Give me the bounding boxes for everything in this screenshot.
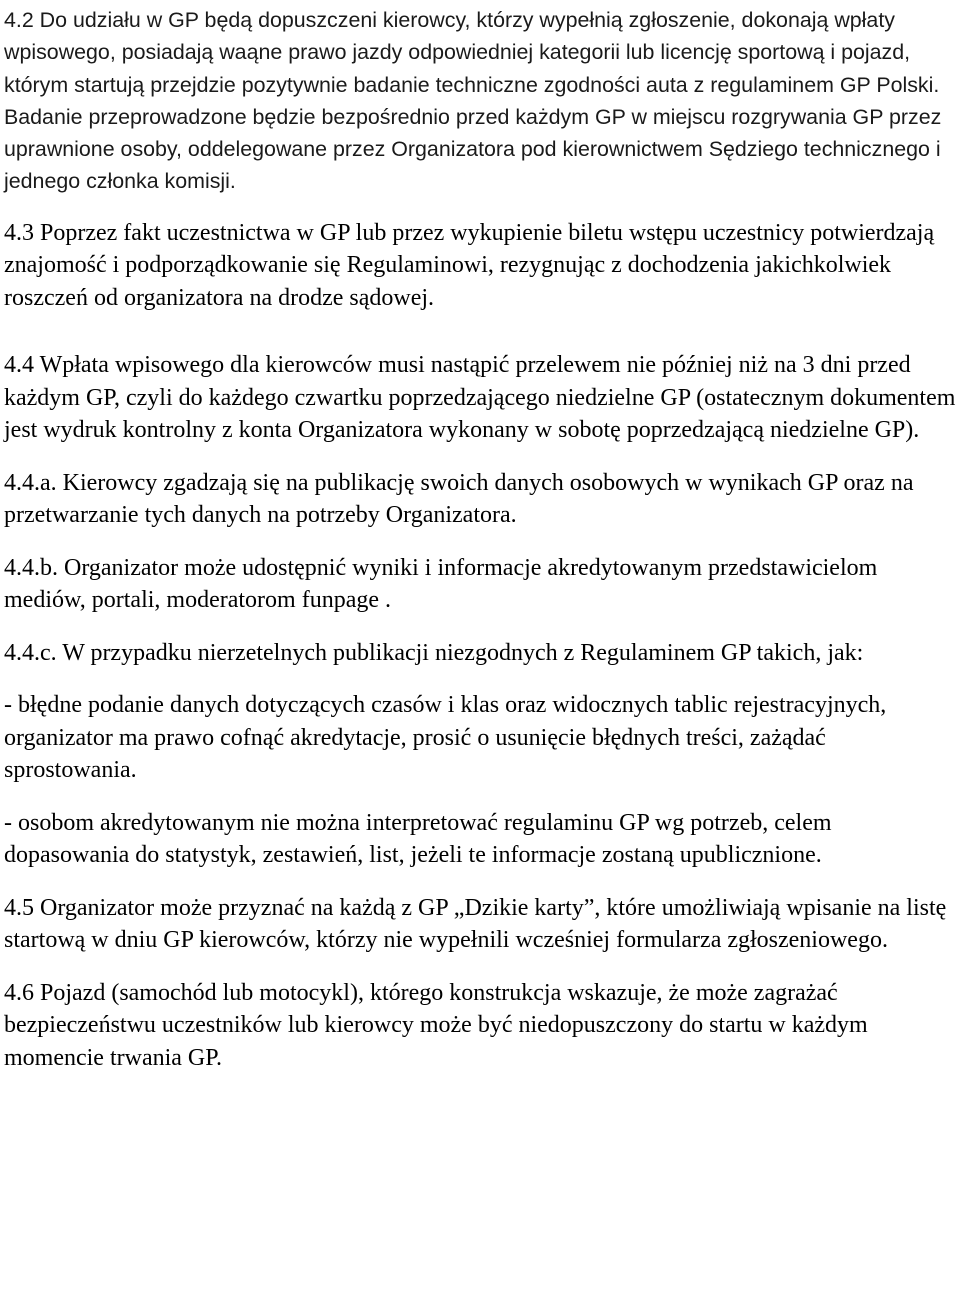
paragraph-4-5: 4.5 Organizator może przyznać na każdą z GP „Dzikie karty”, które umożliwiają wpisanie na listę startową w dniu GP kierowców, którzy nie wypełnili wcześniej formularza zgłoszeniowego. [4,894,947,954]
paragraph-4-2: 4.2 Do udziału w GP będą dopuszczeni kierowcy, którzy wypełnią zgłoszenie, dokonają wpłaty wpisowego, posiadają waąne prawo jazdy odpowiedniej kategorii lub licencję sportową i pojazd, którym startują przejdzie pozytywnie badanie techniczne zgodności auta z regulaminem GP Polski. Badanie przeprowadzone będzie bezpośrednio przed każdym GP w miejscu rozgrywania GP przez uprawnione osoby, oddelegowane przez Organizatora pod kierownictwem Sędziego technicznego i jednego członka komisji. [4,8,942,194]
paragraph-4-4-c: 4.4.c. W przypadku nierzetelnych publikacji niezgodnych z Regulaminem GP takich, jak: [4,639,864,666]
paragraph-4-4-b: 4.4.b. Organizator może udostępnić wyniki i informacje akredytowanym przedstawicielom mediów, portali, moderatorom funpage . [4,554,878,614]
paragraph-bullet-1: - błędne podanie danych dotyczących czasów i klas oraz widocznych tablic rejestracyjnych, organizator ma prawo cofnąć akredytacje, prosić o usunięcie błędnych treści, zażądać sprostowania. [4,692,887,784]
paragraph-4-4-a: 4.4.a. Kierowcy zgadzają się na publikację swoich danych osobowych w wynikach GP oraz na przetwarzanie tych danych na potrzeby Organizatora. [4,469,914,529]
paragraph-spacer [4,198,960,217]
paragraph-4-4: 4.4 Wpłata wpisowego dla kierowców musi nastąpić przelewem nie później niż na 3 dni przed każdym GP, czyli do każdego czwartku poprzedzającego niedzielne GP (ostatecznym dokumentem jest wydruk kontrolny z konta Organizatora wykonany w sobotę poprzedzającą niedzielne GP). [4,352,956,444]
paragraph-spacer [4,669,960,689]
paragraph-4-6: 4.6 Pojazd (samochód lub motocykl), którego konstrukcja wskazuje, że może zagrażać bezpieczeństwu uczestników lub kierowcy może być niedopuszczony do startu w każdym momencie trwania GP. [4,979,868,1071]
paragraph-spacer [4,314,960,349]
paragraph-spacer [4,617,960,637]
paragraph-bullet-2: - osobom akredytowanym nie można interpretować regulaminu GP wg potrzeb, celem dopasowania do statystyk, zestawień, list, jeżeli te informacje zostaną upublicznione. [4,809,832,869]
paragraph-spacer [4,532,960,552]
paragraph-4-3: 4.3 Poprzez fakt uczestnictwa w GP lub przez wykupienie biletu wstępu uczestnicy potwierdzają znajomość i podporządkowanie się Regulaminowi, rezygnując z dochodzenia jakichkolwiek roszczeń od organizatora na drodze sądowej. [4,219,935,311]
paragraph-spacer [4,787,960,807]
paragraph-spacer [4,872,960,892]
paragraph-spacer [4,957,960,977]
paragraph-spacer [4,447,960,467]
